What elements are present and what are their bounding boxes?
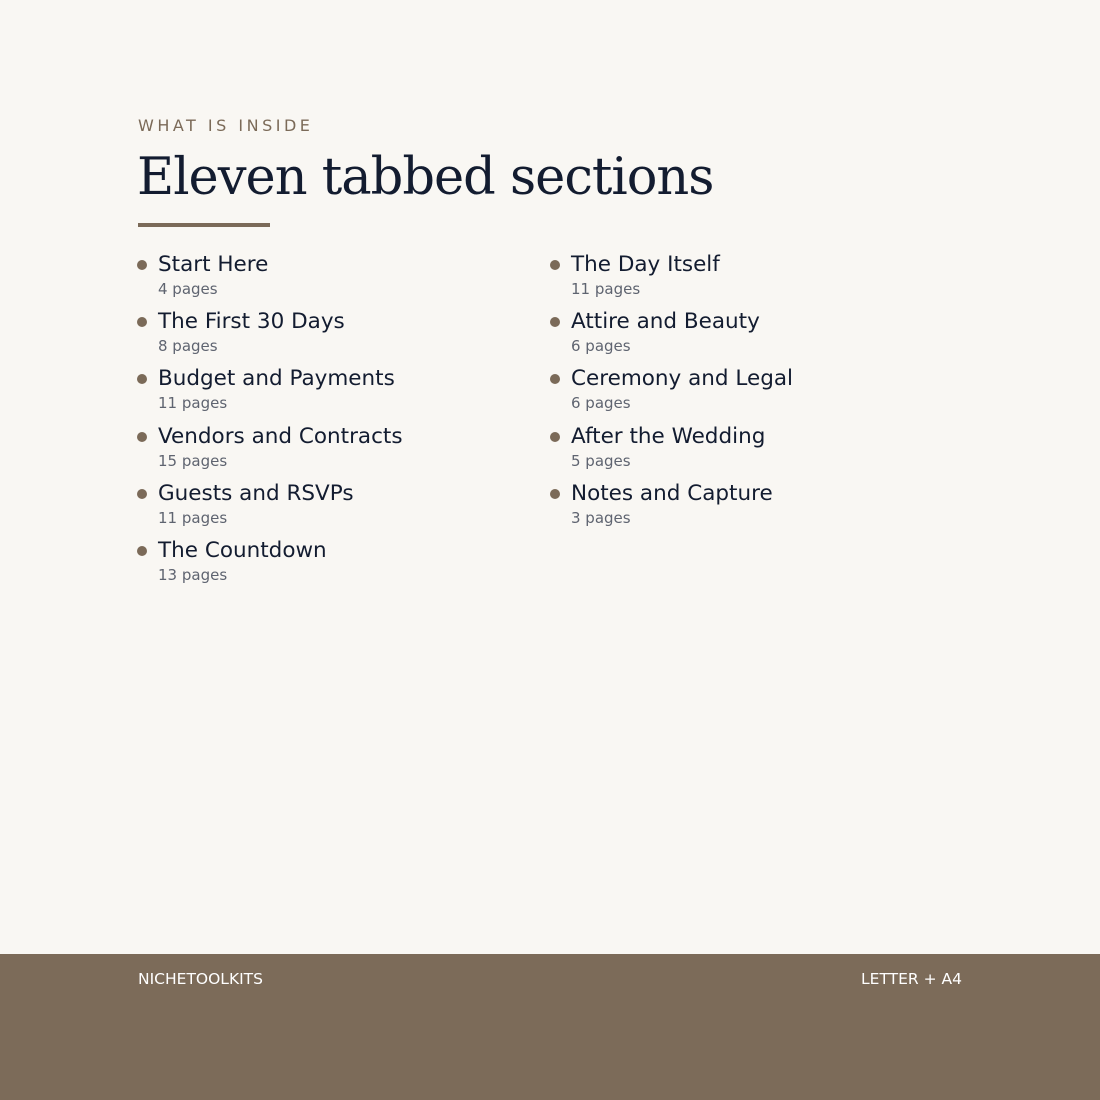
section-name: Attire and Beauty — [571, 309, 760, 335]
section-page-count: 15 pages — [158, 451, 228, 470]
bullet-dot-icon — [550, 374, 560, 384]
page-title: Eleven tabbed sections — [137, 148, 714, 207]
section-page-count: 3 pages — [571, 508, 631, 527]
section-name: Budget and Payments — [158, 366, 395, 392]
section-page-count: 4 pages — [158, 280, 218, 298]
section-name: The First 30 Days — [158, 309, 345, 335]
section-page-count: 13 pages — [158, 565, 228, 584]
section-page-count: 11 pages — [158, 394, 228, 413]
list-item — [137, 308, 403, 365]
section-list-left — [137, 251, 403, 594]
brand-name: NICHETOOLKITS — [138, 970, 263, 988]
section-name: Start Here — [158, 252, 269, 277]
section-page-count: 6 pages — [571, 394, 631, 413]
bullet-dot-icon — [550, 489, 560, 499]
bullet-dot-icon — [550, 317, 560, 327]
section-page-count: 6 pages — [571, 337, 631, 356]
bullet-dot-icon — [137, 432, 147, 442]
section-page-count: 11 pages — [158, 508, 228, 527]
section-page-count: 5 pages — [571, 451, 631, 470]
section-name: The Day Itself — [571, 252, 720, 277]
bullet-dot-icon — [137, 374, 147, 384]
list-item — [550, 365, 793, 422]
list-item — [137, 251, 403, 308]
section-name: The Countdown — [158, 537, 327, 563]
list-item — [137, 537, 403, 594]
section-page-count: 8 pages — [158, 337, 218, 356]
section-name: Vendors and Contracts — [158, 423, 403, 449]
title-underline — [138, 223, 270, 227]
eyebrow-label: WHAT IS INSIDE — [138, 116, 314, 135]
paper-formats: LETTER + A4 — [861, 970, 962, 988]
list-item — [137, 423, 403, 480]
bullet-dot-icon — [550, 260, 560, 270]
bullet-dot-icon — [137, 489, 147, 499]
list-item — [550, 480, 793, 537]
bullet-dot-icon — [137, 260, 147, 270]
list-item — [550, 251, 793, 308]
section-name: After the Wedding — [571, 423, 766, 449]
bullet-dot-icon — [137, 546, 147, 556]
bullet-dot-icon — [137, 317, 147, 327]
section-list-right — [550, 251, 793, 537]
list-item — [137, 365, 403, 422]
section-page-count: 11 pages — [571, 280, 641, 298]
section-name: Notes and Capture — [571, 480, 773, 506]
bullet-dot-icon — [550, 432, 560, 442]
list-item — [550, 308, 793, 365]
list-item — [137, 480, 403, 537]
list-item — [550, 423, 793, 480]
section-name: Guests and RSVPs — [158, 480, 354, 506]
section-name: Ceremony and Legal — [571, 366, 794, 392]
